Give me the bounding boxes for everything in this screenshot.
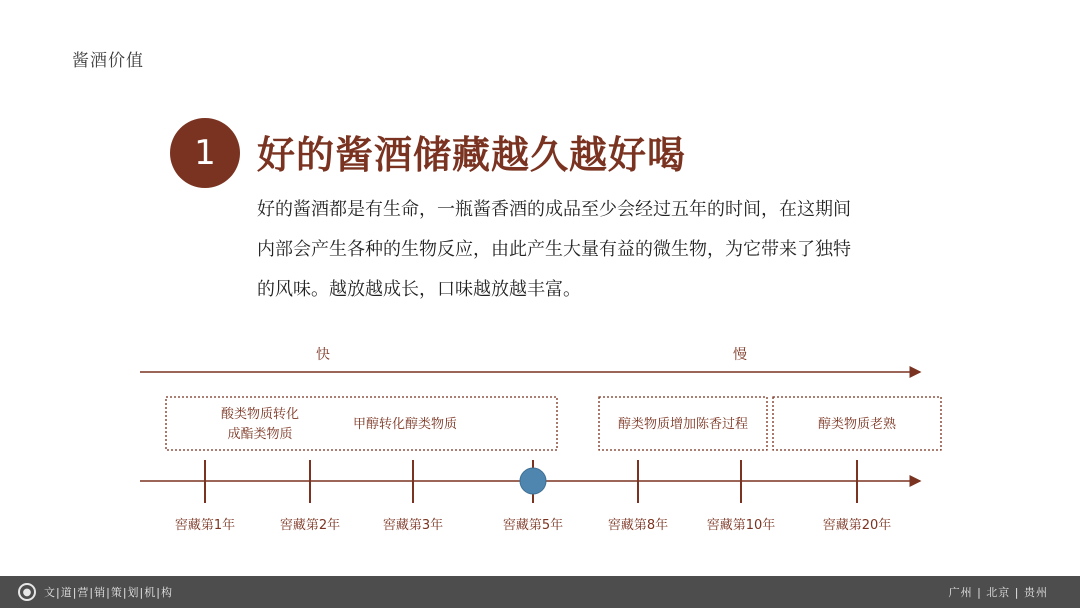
tick-label: 窖藏第8年 bbox=[607, 518, 669, 533]
body-line: 内部会产生各种的生物反应，由此产生大量有益的微生物，为它带来了独特 bbox=[257, 239, 851, 260]
page-title: 好的酱酒储藏越久越好喝 bbox=[257, 133, 687, 177]
current-year-marker bbox=[520, 468, 546, 494]
heading-number-badge: 1 bbox=[170, 118, 240, 188]
stage-text: 成酯类物质 bbox=[227, 427, 293, 442]
tick-label: 窖藏第20年 bbox=[822, 518, 892, 533]
footer-cities: 广州 | 北京 | 贵州 bbox=[948, 586, 1048, 599]
tick-label: 窖藏第1年 bbox=[174, 518, 236, 533]
section-label: 酱酒价值 bbox=[72, 51, 144, 71]
stage-text: 甲醇转化醇类物质 bbox=[352, 417, 458, 432]
tick-label: 窖藏第5年 bbox=[502, 518, 564, 533]
footer-brand: 文|道|营|销|策|划|机|构 bbox=[44, 586, 173, 599]
footer-bar bbox=[0, 576, 1080, 608]
tick-label: 窖藏第2年 bbox=[279, 518, 341, 533]
stage-text: 酸类物质转化 bbox=[220, 407, 300, 422]
body-line: 的风味。越放越成长，口味越放越丰富。 bbox=[257, 279, 581, 300]
tick-label: 窖藏第3年 bbox=[382, 518, 444, 533]
body-line: 好的酱酒都是有生命，一瓶酱香酒的成品至少会经过五年的时间，在这期间 bbox=[257, 199, 851, 220]
speed-slow-label: 慢 bbox=[733, 347, 747, 363]
speed-fast-label: 快 bbox=[316, 347, 330, 363]
brand-logo-icon: ● bbox=[18, 583, 36, 601]
stage-text: 醇类物质老熟 bbox=[817, 417, 897, 432]
stage-text: 醇类物质增加陈香过程 bbox=[617, 417, 749, 432]
tick-label: 窖藏第10年 bbox=[706, 518, 776, 533]
